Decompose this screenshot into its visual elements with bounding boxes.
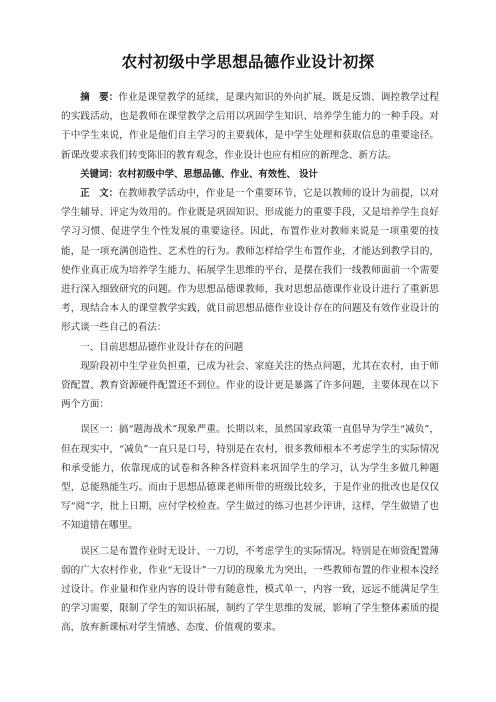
section-heading: 一、目前思想品德作业设计存在的问题 (80, 341, 244, 353)
abstract-text: 作业是课堂教学的延续，是课内知识的外向扩展。既是反馈、调控教学过程的实践活动，也是教师在课堂教学之后用以巩固学生知识、培养学生能力的一种手段。对于中学生来说，作业是他们自主学习的主要载体，是中学生处理和获取信息的重要途径。新课改要求我们转变陈旧的教育观念，作业设计也应有相应的新理念、新方法。 (61, 92, 439, 161)
keywords-paragraph (61, 165, 439, 184)
abstract-label: 摘 要： (80, 92, 119, 103)
abstract-paragraph (61, 88, 439, 165)
mistake-two-paragraph: 误区二是布置作业时无设计、一刀切，不考虑学生的实际情况。特别是在师资配置薄弱的广大农村作业，作业“无设计”一刀切的现象尤为突出，一些教师布置的作业根本没经过设计。作业量和作业内容的设计带有随意性，模式单一，内容一致，远远不能满足学生的学习需要，限制了学生的知识拓展，制约了学生思维的发展，影响了学生整体素质的提高，放弃新课标对学生情感、态度、价值观的要求。 (61, 545, 439, 634)
mistake-one-paragraph: 误区一：搞“题海战术”现象严重。长期以来，虽然国家政策一直倡导为学生“减负”，但在现实中，“减负”一直只是口号，特别是在农村，很多教师根本不考虑学生的实际情况和承受能力，依靠现成的试卷和各种各样资料来巩固学生的学习，认为学生多做几种题型，总能熟能生巧。而由于思想品德课老师所带的班级比较多，于是作业的批改也是仅仅写“阅”字，批上日期，应付学校检查。学生做过的练习也甚少评讲，这样，学生做错了也不知道错在哪里。 (61, 424, 439, 532)
main-text-label: 正 文： (80, 188, 119, 200)
keywords-text: 关键词：农村初级中学、思想品德、作业、有效性、 设计 (80, 168, 318, 180)
section-intro-paragraph: 现阶段初中生学业负担重，已成为社会、家庭关注的热点问题，尤其在农村，由于师资配置、教育资源硬件配置还不到位。作业的设计更是暴露了许多问题，主要体现在以下两个方面： (61, 360, 439, 411)
main-text-paragraph (61, 184, 439, 338)
main-text: 在教师教学活动中，作业是一个重要环节，它是以教师的设计为前提，以对学生辅导、评定为效用的。作业既是巩固知识、形成能力的重要手段，又是培养学生良好学习习惯、促进学生个性发展的重要途径。因此，布置作业对教师来说是一项重要的技能，是一项充满创造性、艺术性的行为。教师怎样给学生布置作业，才能达到教学目的，使作业真正成为培养学生能力、拓展学生思维的平台，是摆在我们一线教师面前一个需要进行深入细致研究的问题。作为思想品德课教师，我对思想品德课作业设计进行了重新思考，现结合本人的课堂教学实践，就目前思想品德作业设计存在的问题及有效作业设计的形式谈一些自己的看法： (61, 188, 439, 334)
page-title: 农村初级中学思想品德作业设计初探 (121, 53, 375, 71)
document-body (61, 88, 439, 638)
